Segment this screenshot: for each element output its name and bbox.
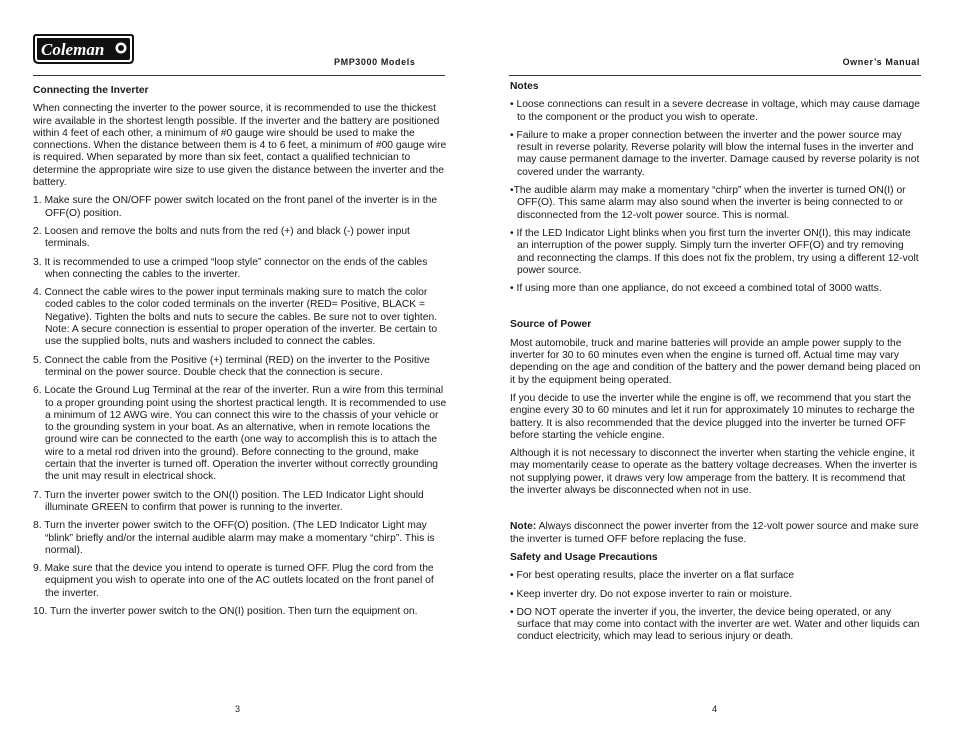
spacer	[510, 503, 922, 521]
left-header: PMP3000 Models	[334, 57, 416, 67]
safety-item: • For best operating results, place the inverter on a flat surface	[510, 570, 795, 582]
logo-wordmark: Coleman	[41, 40, 105, 59]
left-header-rule	[33, 75, 445, 76]
note-text: Always disconnect the power inverter from the 12-volt power source and make sure the inverter is turned OFF before replacing the fuse.	[510, 521, 919, 545]
right-header-rule	[509, 75, 921, 76]
step-item: 3. It is recommended to use a crimped “loop style” connector on the ends of the cables when connecting the cables to the inverter.	[33, 256, 428, 280]
step-item: 7. Turn the inverter power switch to the ON(I) position. The LED Indicator Light should illuminate GREEN to confirm that power is running to the inverter.	[33, 489, 424, 513]
step-item: 10. Turn the inverter power switch to the ON(I) position. Then turn the equipment on.	[33, 605, 418, 617]
intro-paragraph: When connecting the inverter to the power source, it is recommended to use the thickest wire available in the shortest length possible. If the inverter and the battery are positioned within 4 feet of each other, a minimum of #0 gauge wire should be used to make the connections. When the distance between them is 4 to 6 feet, a minimum of #00 gauge wire is required. When separated by more than six feet, contact a qualified technician to determine the appropriate wire size to use given the distance between the inverter and the battery.	[33, 103, 447, 189]
note-item: • If the LED Indicator Light blinks when you first turn the inverter ON(I), this may indicate an interruption of the power supply. Simply turn the inverter OFF(O) and try removing and reconnecting the clamps. If this does not fix the problem, try using a different 12-volt power source.	[510, 227, 919, 276]
left-column	[33, 85, 447, 624]
safety-item: • Keep inverter dry. Do not expose inverter to rain or moisture.	[510, 588, 793, 600]
safety-heading: Safety and Usage Precautions	[510, 551, 658, 563]
connecting-heading: Connecting the Inverter	[33, 85, 149, 96]
power-paragraph: If you decide to use the inverter while the engine is off, we recommend that you start the engine every 30 to 60 minutes and let it run for approximately 10 minutes to recharge the battery. It is also recommended that the device plugged into the inverter be turned OFF before starting the vehicle engine.	[510, 392, 915, 441]
step-item: 4. Connect the cable wires to the power input terminals making sure to match the color coded cables to the color coded terminals on the inverter (RED= Positive, BLACK = Negative). Tighten the bolts and nuts to secure the cables. Be sure not to over tighten. Note: A secure connection is essential to proper operation of the inverter. Be certain to use the supplied bolts, nuts and washers included to connect the cables.	[33, 287, 438, 348]
step-item: 2. Loosen and remove the bolts and nuts from the red (+) and black (-) power input terminals.	[33, 225, 410, 250]
note-item: • If using more than one appliance, do not exceed a combined total of 3000 watts.	[510, 283, 882, 295]
notes-heading: Notes	[510, 81, 539, 92]
step-item: 8. Turn the inverter power switch to the OFF(O) position. (The LED Indicator Light may “blink” briefly and/or the internal audible alarm may make a momentary “chirp”. This is normal).	[33, 520, 435, 556]
right-column	[510, 81, 922, 650]
power-paragraph: Most automobile, truck and marine batteries will provide an ample power supply to the inverter for 30 to 60 minutes even when the engine is turned off. Actual time may vary depending on the age and condition of the battery and the power demand being placed on it by the equipment being operated.	[510, 337, 921, 386]
fuse-note	[510, 521, 922, 546]
note-item: • Loose connections can result in a severe decrease in voltage, which may cause damage to the component or the product you wish to operate.	[510, 99, 920, 123]
safety-item: • DO NOT operate the inverter if you, the inverter, the device being operated, or any surface that may come into contact with the inverter are wet. Water and other liquids can conduct electricity, which may lead to serious injury or death.	[510, 606, 920, 643]
step-item: 6. Locate the Ground Lug Terminal at the rear of the inverter. Run a wire from this terminal to a proper grounding point using the shortest practical length. It is recommended to use a minimum of 12 AWG wire. You can connect this wire to the chassis of your vehicle or to the grounding system in your boat. As an alternative, when in remote locations the ground wire can be connected to the earth (one way to accomplish this is to attach the wire to a metal rod driven into the ground). Before connecting to the ground, make certain that the inverter is turned off. Operation the inverter without correctly grounding the unit may result in electrical shock.	[33, 385, 447, 483]
step-item: 5. Connect the cable from the Positive (+) terminal (RED) on the inverter to the Positive terminal on the power source. Double check that the connection is secure.	[33, 354, 430, 378]
right-header: Owner’s Manual	[842, 57, 920, 67]
power-paragraph: Although it is not necessary to disconnect the inverter when starting the vehicle engine, it may momentarily cease to operate as the battery voltage decreases. When the inverter is not supplying power, it draws very low amperage from the battery. It is recommend that the inverter always be disconnected when not in use.	[510, 448, 917, 497]
coleman-logo	[33, 33, 134, 65]
spacer	[510, 301, 922, 319]
step-item: 9. Make sure that the device you intend to operate is turned OFF. Plug the cord from the equipment you wish to operate into one of the AC outlets located on the front panel of the inverter.	[33, 563, 434, 599]
note-item: •The audible alarm may make a momentary “chirp” when the inverter is turned ON(I) or OFF(O). This same alarm may also sound when the inverter is being connected to or disconnected from the 12-volt power source. This is normal.	[510, 185, 906, 221]
page-number-right: 4	[712, 704, 718, 714]
step-item: 1. Make sure the ON/OFF power switch located on the front panel of the inverter is in the OFF(O) position.	[33, 195, 438, 219]
note-item: • Failure to make a proper connection between the inverter and the power source may result in reverse polarity. Reverse polarity will blow the internal fuses in the inverter and may cause permanent damage to the inverter. Damage caused by reverse polarity is not covered under the warranty.	[510, 129, 920, 178]
power-heading: Source of Power	[510, 319, 592, 331]
note-label: Note:	[510, 521, 537, 533]
page-number-left: 3	[235, 704, 241, 714]
